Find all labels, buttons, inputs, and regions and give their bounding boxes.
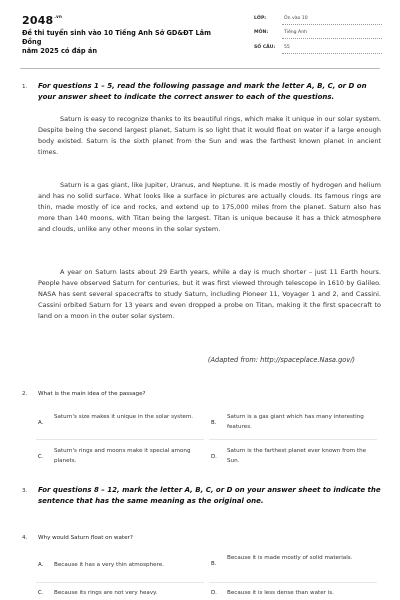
option-row-divider: [209, 439, 377, 440]
option-b-letter: B.: [211, 420, 217, 426]
option-row-divider: [36, 582, 204, 583]
option-d-text: Because it is less dense than water is.: [227, 590, 334, 596]
option-b-letter: B.: [211, 561, 217, 567]
question-2-text: What is the main idea of the passage?: [38, 391, 146, 397]
question-3-instruction: For questions 8 – 12, mark the letter A, B, C, or D on your answer sheet to indicate the sentence that has the same meaning as the original one.: [38, 486, 381, 505]
question-4-number: 4.: [22, 535, 28, 541]
title-line-2: năm 2025 có đáp án: [22, 47, 98, 55]
option-c-letter: C.: [38, 454, 44, 460]
passage-paragraph-1: Saturn is easy to recognize thanks to its beautiful rings, which make it unique in our solar system. Despite being the second largest planet, Saturn is so light that it would float on water if a large enough body existed. Saturn is the sixth planet from the Sun and was the farthest known planet in ancient times.: [38, 115, 381, 157]
question-3-number: 3.: [22, 488, 28, 494]
passage-source: (Adapted from: http://spaceplace.Nasa.gov/): [207, 356, 355, 364]
passage-paragraph-3: A year on Saturn lasts about 29 Earth years, while a day is much shorter – just 11 Earth hours. People have observed Saturn for centuries, but it was first viewed through telescope in 1610 by Galileo. NASA has sent several spacecrafts to study Saturn, including Pioneer 11, Voyager 1 and 2, and Cassini. Cassini orbited Saturn for 13 years and even dropped a probe on Titan, making it the first spacecraft to land on a moon in the outer solar system.: [38, 268, 381, 321]
option-c-text: Because its rings are not very heavy.: [54, 590, 158, 596]
site-logo[interactable]: [22, 14, 62, 27]
meta-subject-key: MÔN:: [254, 30, 269, 35]
meta-class-line: [282, 24, 382, 25]
meta-class-value: Ôn vào 10: [284, 16, 308, 21]
option-a-letter: A.: [38, 562, 44, 568]
option-c-text: Saturn's rings and moons make it special among planets.: [54, 448, 191, 464]
meta-subject: [254, 29, 382, 40]
question-1-instruction: For questions 1 – 5, read the following passage and mark the letter A, B, C, or D on your answer sheet to indicate the correct answer to each of the questions.: [38, 82, 367, 101]
option-d-text: Saturn is the farthest planet ever known from the Sun.: [227, 448, 367, 464]
header-divider: [20, 68, 380, 69]
option-b-text: Saturn is a gas giant which has many interesting features.: [227, 414, 364, 430]
option-row-divider: [36, 439, 204, 440]
meta-count-key: SỐ CÂU:: [254, 45, 276, 50]
meta-class: [254, 15, 382, 26]
option-d-letter: D.: [211, 590, 217, 596]
question-4-text: Why would Saturn float on water?: [38, 535, 133, 541]
option-b-text: Because it is made mostly of solid materials.: [227, 555, 353, 561]
document-header: [0, 0, 400, 66]
meta-count: [254, 44, 382, 55]
question-2-number: 2.: [22, 391, 28, 397]
option-a-text: Because it has a very thin atmosphere.: [54, 562, 164, 568]
logo-main-text: 2048: [22, 14, 54, 27]
question-1-number: 1.: [22, 84, 28, 90]
option-d-letter: D.: [211, 454, 217, 460]
meta-count-value: 55: [284, 45, 290, 50]
meta-subject-line: [282, 38, 382, 39]
document-title: [22, 29, 232, 56]
option-c-letter: C.: [38, 590, 44, 596]
option-a-text: Saturn's size makes it unique in the solar system.: [54, 414, 194, 420]
logo-sub-text: .vn: [54, 14, 62, 19]
passage-paragraph-2: Saturn is a gas giant, like Jupiter, Uranus, and Neptune. It is made mostly of hydrogen and helium and has no solid surface. What looks like a surface in pictures are actually clouds. Its famous rings are thin, made mostly of ice and rocks, and extend up to 175,000 miles from the planet. Saturn also has more than 140 moons, with Titan being the largest. Titan is unique because it has a thick atmosphere and clouds, unlike any other moons in the solar system.: [38, 181, 381, 234]
meta-count-line: [282, 53, 382, 54]
option-row-divider: [209, 582, 377, 583]
meta-subject-value: Tiếng Anh: [284, 30, 308, 35]
meta-class-key: LỚP:: [254, 16, 267, 21]
option-a-letter: A.: [38, 420, 44, 426]
title-line-1: Đề thi tuyển sinh vào 10 Tiếng Anh Sở GD&ĐT Lâm Đồng: [22, 29, 211, 46]
